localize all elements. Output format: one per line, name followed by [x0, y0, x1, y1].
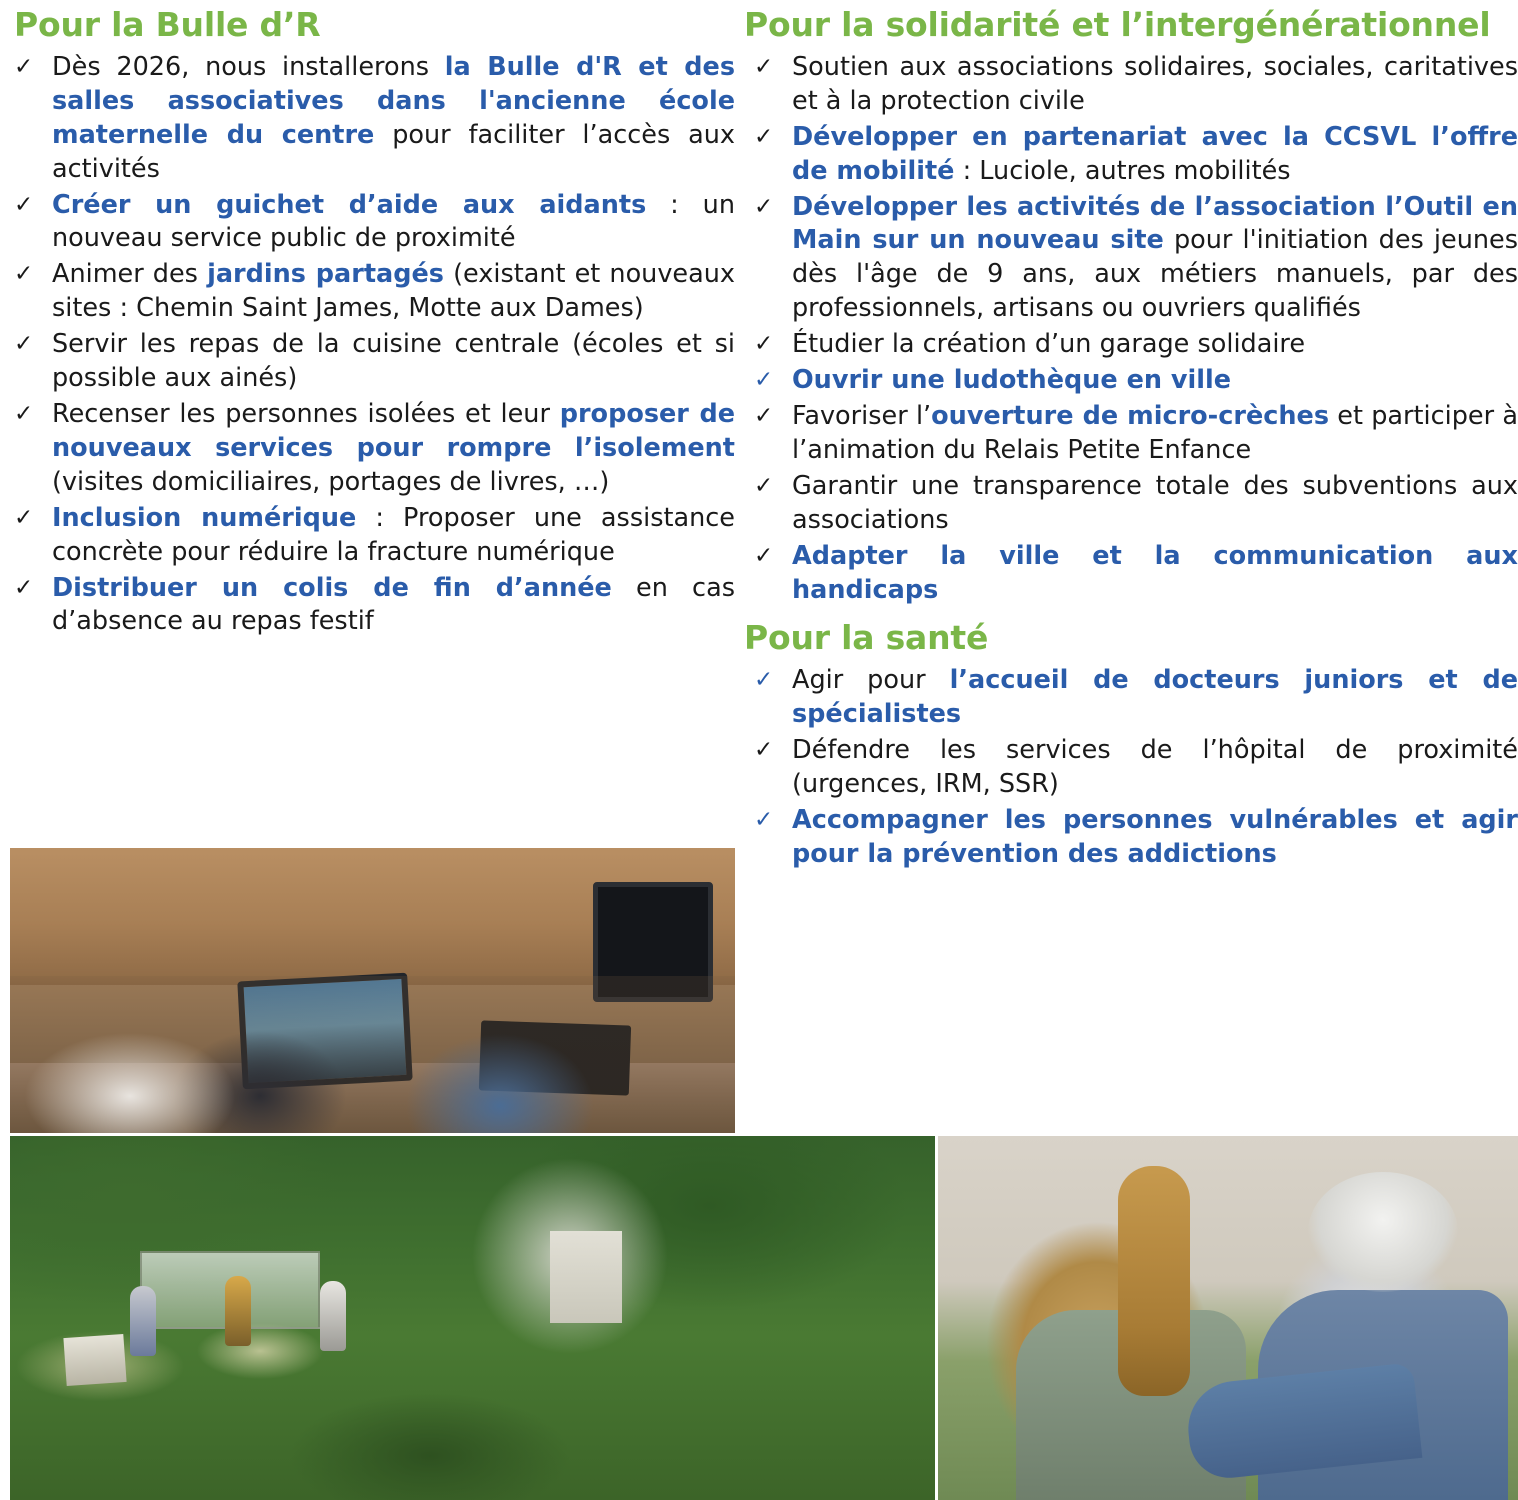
plain-text: : Luciole, autres mobilités [954, 155, 1291, 186]
photo-caregiver-support [938, 1136, 1518, 1500]
laptop-shape [237, 973, 412, 1090]
garden-hut-shape [550, 1231, 622, 1323]
bulle-dr-item [0, 51, 735, 187]
check-icon: ✓ [754, 193, 774, 220]
bulle-dr-item-text [52, 573, 735, 637]
list-bulle-dr [0, 51, 735, 639]
section-title-solidarity: Pour la solidarité et l’intergénérationnel [744, 5, 1491, 44]
second-laptop-shape [479, 1020, 631, 1095]
bulle-dr-item-text [52, 503, 735, 567]
solidarity-item-text [792, 329, 1305, 359]
health-item [740, 804, 1518, 872]
solidarity-item-text [792, 471, 1518, 535]
check-icon: ✓ [754, 807, 774, 833]
section-title-health: Pour la santé [744, 618, 989, 658]
highlighted-text: Créer un guichet d’aide aux aidants [52, 189, 647, 220]
plain-text: Soutien aux associations solidaires, sociales, caritatives et à la protection civile [792, 51, 1518, 116]
photo-digital-inclusion-seniors [10, 848, 735, 1133]
solidarity-item [740, 191, 1518, 327]
highlighted-text: Distribuer un colis de fin d’année [52, 572, 612, 603]
plain-text: pour faciliter l’accès aux activités [52, 119, 735, 184]
photo-shared-gardens [10, 1136, 935, 1500]
plain-text: Favoriser l’ [792, 401, 932, 431]
table-shape [10, 1063, 735, 1133]
section-title-bulle-dr: Pour la Bulle d’R [14, 5, 321, 44]
plain-text: Étudier la création d’un garage solidaire [792, 329, 1306, 360]
solidarity-item-text [792, 541, 1518, 605]
check-icon: ✓ [14, 261, 34, 288]
bulle-dr-item [0, 572, 735, 640]
solidarity-item [740, 364, 1518, 398]
highlighted-text: la Bulle d'R et des salles associatives dans l'ancienne école maternelle du centre [52, 51, 735, 150]
solidarity-item [740, 470, 1518, 538]
health-item [740, 734, 1518, 802]
gardener-shape [320, 1281, 346, 1351]
solidarity-item [740, 51, 1518, 119]
health-item-text [792, 735, 1518, 799]
solidarity-item-text [792, 365, 1231, 395]
solidarity-item-text [792, 122, 1518, 186]
plain-text: Défendre les services de l’hôpital de proximité (urgences, IRM, SSR) [792, 735, 1518, 800]
right-column [740, 0, 1518, 874]
plain-text: pour l'initiation des jeunes dès l'âge de 9 ans, aux métiers manuels, par des professionnels, artisans ou ouvriers qualifiés [792, 225, 1518, 324]
plain-text: et participer à l’animation du Relais Petite Enfance [792, 401, 1518, 465]
highlighted-text: Accompagner les personnes vulnérables et agir pour la prévention des addictions [792, 805, 1518, 869]
bulle-dr-item-text [52, 52, 735, 184]
bulle-dr-item [0, 502, 735, 570]
highlighted-text: proposer de nouveaux services pour rompre l’isolement [52, 399, 735, 463]
check-icon: ✓ [14, 191, 34, 218]
bulle-dr-item-text [52, 329, 735, 393]
health-item-text [792, 805, 1518, 869]
plain-text: : un nouveau service public de proximité [52, 189, 735, 254]
plain-text: en cas d’absence au repas festif [52, 572, 735, 637]
highlighted-text: Adapter la ville et la communication aux handicaps [792, 540, 1518, 605]
solidarity-item [740, 400, 1518, 468]
check-icon: ✓ [754, 123, 774, 150]
check-icon: ✓ [14, 401, 34, 427]
health-item-text [792, 665, 1518, 729]
solidarity-item-text [792, 401, 1518, 465]
solidarity-item-text [792, 52, 1518, 116]
highlighted-text: Développer les activités de l’association l’Outil en Main sur un nouveau site [792, 191, 1518, 256]
solidarity-item [740, 540, 1518, 608]
caregiver-ponytail-shape [1118, 1166, 1190, 1396]
bulle-dr-item [0, 398, 735, 500]
list-solidarity [740, 51, 1518, 608]
check-icon: ✓ [14, 331, 34, 358]
plain-text: Dès 2026, nous installerons [52, 51, 445, 82]
check-icon: ✓ [754, 53, 774, 80]
elder-hair-shape [1308, 1172, 1458, 1292]
bulle-dr-item-text [52, 190, 735, 254]
monitor-shape [593, 882, 713, 1002]
solidarity-item [740, 328, 1518, 362]
plain-text: Recenser les personnes isolées et leur [52, 399, 560, 429]
highlighted-text: Développer en partenariat avec la CCSVL l’offre de mobilité [792, 121, 1518, 186]
plain-text: Servir les repas de la cuisine centrale (écoles et si possible aux ainés) [52, 329, 735, 394]
check-icon: ✓ [754, 367, 774, 394]
left-column [0, 0, 735, 641]
highlighted-text: ouverture de micro-crèches [931, 401, 1329, 431]
bulle-dr-item-text [52, 259, 735, 323]
solidarity-item [740, 121, 1518, 189]
gardener-shape [225, 1276, 251, 1346]
plain-text: (visites domiciliaires, portages de livres, …) [52, 466, 610, 497]
check-icon: ✓ [754, 472, 774, 499]
check-icon: ✓ [754, 542, 774, 569]
solidarity-item-text [792, 192, 1518, 324]
gardener-shape [130, 1286, 156, 1356]
bulle-dr-item [0, 189, 735, 257]
check-icon: ✓ [754, 403, 774, 429]
highlighted-text: l’accueil de docteurs juniors et de spécialistes [792, 665, 1518, 730]
check-icon: ✓ [14, 574, 34, 601]
bulle-dr-item [0, 328, 735, 396]
check-icon: ✓ [14, 504, 34, 531]
garden-chair-shape [63, 1334, 126, 1386]
bulle-dr-item [0, 258, 735, 326]
plain-text: Agir pour [792, 665, 950, 696]
bulle-dr-item-text [52, 399, 735, 497]
plain-text: (existant et nouveaux sites : Chemin Saint James, Motte aux Dames) [52, 259, 735, 324]
health-item [740, 664, 1518, 732]
check-icon: ✓ [754, 331, 774, 358]
check-icon: ✓ [754, 737, 774, 764]
highlighted-text: Inclusion numérique [52, 502, 357, 533]
check-icon: ✓ [754, 667, 774, 694]
list-health [740, 664, 1518, 871]
check-icon: ✓ [14, 53, 34, 80]
plain-text: Animer des [52, 259, 208, 290]
plain-text: Garantir une transparence totale des subventions aux associations [792, 470, 1518, 535]
plain-text: : Proposer une assistance concrète pour réduire la fracture numérique [52, 502, 735, 567]
highlighted-text: Ouvrir une ludothèque en ville [792, 365, 1232, 396]
layout-spacer [735, 1120, 1518, 1136]
highlighted-text: jardins partagés [207, 259, 444, 290]
